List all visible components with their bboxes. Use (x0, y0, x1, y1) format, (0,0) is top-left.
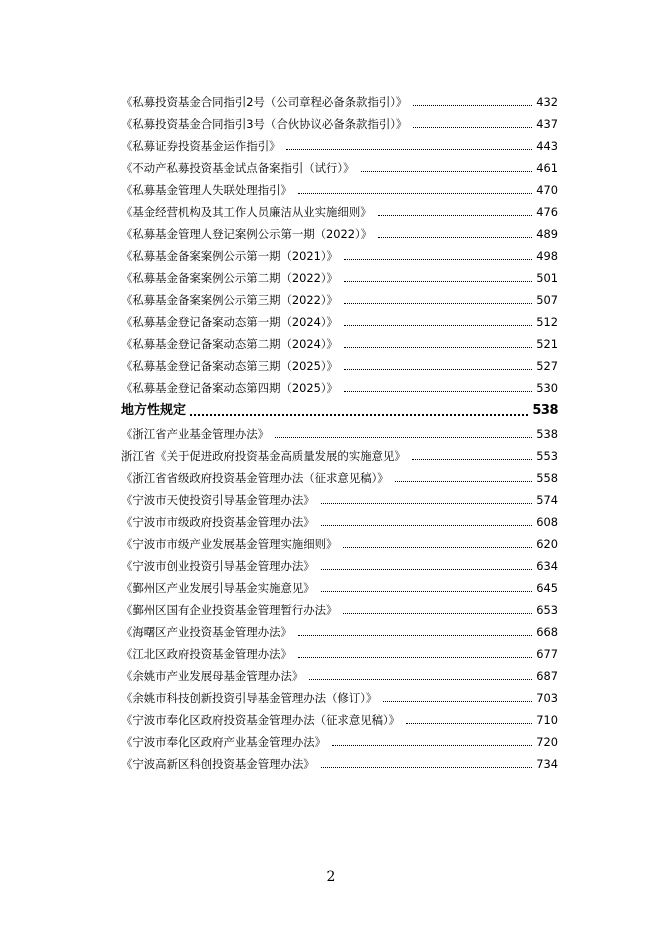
toc-entry[interactable] (121, 267, 558, 289)
dot-leader (321, 766, 533, 768)
toc-entry[interactable] (121, 731, 558, 753)
toc-entry-title: 《浙江省产业基金管理办法》 (121, 427, 270, 441)
toc-entry[interactable] (121, 599, 558, 621)
section-title: 地方性规定 (121, 403, 187, 418)
dot-leader (298, 656, 532, 658)
toc-entry[interactable] (121, 577, 558, 599)
toc-entry[interactable] (121, 621, 558, 643)
toc-entry-title: 《私募基金备案案例公示第二期（2022）》 (121, 271, 338, 285)
dot-leader (412, 458, 532, 460)
dot-leader (383, 700, 532, 702)
dot-leader (395, 480, 533, 482)
dot-leader (344, 368, 532, 370)
dot-leader (344, 346, 532, 348)
toc-entry-title: 浙江省《关于促进政府投资基金高质量发展的实施意见》 (121, 449, 406, 463)
toc-entry-title: 《私募投资基金合同指引3号（合伙协议必备条款指引）》 (121, 117, 408, 131)
toc-entry[interactable] (121, 753, 558, 775)
dot-leader (190, 413, 528, 416)
dot-leader (298, 634, 532, 636)
toc-entry-page: 703 (536, 691, 558, 705)
toc-entry[interactable] (121, 511, 558, 533)
toc-entry-title: 《宁波市市级政府投资基金管理办法》 (121, 515, 315, 529)
dot-leader (332, 744, 532, 746)
toc-entry[interactable] (121, 135, 558, 157)
toc-entry[interactable] (121, 489, 558, 511)
toc-entry-title: 《浙江省省级政府投资基金管理办法（征求意见稿）》 (121, 471, 389, 485)
table-of-contents (121, 91, 558, 775)
toc-entry-title: 《私募基金管理人登记案例公示第一期（2022）》 (121, 227, 373, 241)
toc-entry-page: 521 (536, 337, 558, 351)
toc-entry-title: 《海曙区产业投资基金管理办法》 (121, 625, 292, 639)
toc-entry-page: 608 (536, 515, 558, 529)
toc-entry-page: 634 (536, 559, 558, 573)
dot-leader (378, 214, 533, 216)
toc-entry-page: 653 (536, 603, 558, 617)
toc-entry-page: 645 (536, 581, 558, 595)
toc-entry-title: 《余姚市科技创新投资引导基金管理办法（修订）》 (121, 691, 378, 705)
toc-entry-page: 553 (536, 449, 558, 463)
toc-entry-page: 574 (536, 493, 558, 507)
toc-entry-page: 668 (536, 625, 558, 639)
toc-entry-title: 《宁波市创业投资引导基金管理办法》 (121, 559, 315, 573)
dot-leader (321, 590, 533, 592)
toc-entry[interactable] (121, 289, 558, 311)
toc-entry[interactable] (121, 709, 558, 731)
toc-entry-page: 538 (536, 427, 558, 441)
dot-leader (343, 546, 532, 548)
toc-entry-page: 501 (536, 271, 558, 285)
dot-leader (344, 390, 532, 392)
toc-entry-page: 489 (536, 227, 558, 241)
dot-leader (344, 280, 532, 282)
toc-entry[interactable] (121, 201, 558, 223)
toc-entry-page: 530 (536, 381, 558, 395)
dot-leader (321, 502, 533, 504)
toc-entry-title: 《不动产私募投资基金试点备案指引（试行）》 (121, 161, 355, 175)
toc-entry-page: 620 (536, 537, 558, 551)
dot-leader (344, 302, 532, 304)
dot-leader (298, 192, 532, 194)
toc-entry-page: 507 (536, 293, 558, 307)
toc-entry[interactable] (121, 687, 558, 709)
toc-entry-page: 558 (536, 471, 558, 485)
toc-entry-title: 《鄞州区产业发展引导基金实施意见》 (121, 581, 315, 595)
toc-entry-page: 720 (536, 735, 558, 749)
toc-entry-page: 437 (536, 117, 558, 131)
toc-entry-title: 《宁波市天使投资引导基金管理办法》 (121, 493, 315, 507)
toc-entry-page: 498 (536, 249, 558, 263)
toc-entry-title: 《私募基金登记备案动态第一期（2024）》 (121, 315, 338, 329)
toc-entry-title: 《基金经营机构及其工作人员廉洁从业实施细则》 (121, 205, 372, 219)
section-page: 538 (532, 403, 558, 418)
toc-entry-title: 《私募基金管理人失联处理指引》 (121, 183, 292, 197)
dot-leader (361, 170, 533, 172)
toc-entry[interactable] (121, 355, 558, 377)
toc-entry-title: 《宁波市市级产业发展基金管理实施细则》 (121, 537, 338, 551)
dot-leader (309, 678, 532, 680)
toc-entry-page: 687 (536, 669, 558, 683)
toc-entry-page: 432 (536, 95, 558, 109)
toc-entry[interactable] (121, 157, 558, 179)
toc-entry-page: 512 (536, 315, 558, 329)
toc-entry-title: 《私募证券投资基金运作指引》 (121, 139, 281, 153)
page-number: 2 (326, 869, 336, 885)
toc-entry-title: 《宁波高新区科创投资基金管理办法》 (121, 757, 315, 771)
dot-leader (344, 324, 532, 326)
toc-entry[interactable] (121, 665, 558, 687)
toc-entry-title: 《宁波市奉化区政府投资基金管理办法（征求意见稿）》 (121, 713, 401, 727)
toc-entry[interactable] (121, 223, 558, 245)
dot-leader (344, 258, 532, 260)
toc-entry-title: 《私募基金备案案例公示第三期（2022）》 (121, 293, 338, 307)
toc-entry-title: 《宁波市奉化区政府产业基金管理办法》 (121, 735, 327, 749)
dot-leader (275, 436, 532, 438)
toc-entry[interactable] (121, 311, 558, 333)
toc-entry[interactable] (121, 333, 558, 355)
dot-leader (286, 148, 532, 150)
toc-entry[interactable] (121, 245, 558, 267)
dot-leader (343, 612, 532, 614)
toc-entry-title: 《余姚市产业发展母基金管理办法》 (121, 669, 304, 683)
toc-entry-title: 《私募基金登记备案动态第三期（2025）》 (121, 359, 338, 373)
dot-leader (413, 104, 532, 106)
dot-leader (413, 126, 532, 128)
dot-leader (321, 568, 533, 570)
toc-entry[interactable] (121, 179, 558, 201)
toc-entry-page: 470 (536, 183, 558, 197)
toc-entry-title: 《私募基金登记备案动态第四期（2025）》 (121, 381, 338, 395)
toc-entry-title: 《私募基金备案案例公示第一期（2021）》 (121, 249, 338, 263)
toc-section-heading[interactable] (121, 399, 558, 423)
toc-entry-title: 《私募投资基金合同指引2号（公司章程必备条款指引）》 (121, 95, 408, 109)
toc-entry[interactable] (121, 423, 558, 445)
toc-entry-page: 734 (536, 757, 558, 771)
toc-entry[interactable] (121, 377, 558, 399)
toc-entry-page: 677 (536, 647, 558, 661)
toc-entry[interactable] (121, 445, 558, 467)
dot-leader (378, 236, 532, 238)
toc-entry[interactable] (121, 643, 558, 665)
toc-entry-page: 443 (536, 139, 558, 153)
dot-leader (406, 722, 532, 724)
toc-entry[interactable] (121, 467, 558, 489)
dot-leader (321, 524, 533, 526)
toc-entry[interactable] (121, 533, 558, 555)
toc-entry-page: 527 (536, 359, 558, 373)
toc-entry-page: 710 (536, 713, 558, 727)
toc-entry-title: 《鄞州区国有企业投资基金管理暂行办法》 (121, 603, 338, 617)
toc-entry-title: 《私募基金登记备案动态第二期（2024）》 (121, 337, 338, 351)
toc-entry[interactable] (121, 91, 558, 113)
toc-entry-page: 461 (536, 161, 558, 175)
toc-entry-page: 476 (536, 205, 558, 219)
toc-entry[interactable] (121, 555, 558, 577)
toc-entry-title: 《江北区政府投资基金管理办法》 (121, 647, 292, 661)
toc-entry[interactable] (121, 113, 558, 135)
